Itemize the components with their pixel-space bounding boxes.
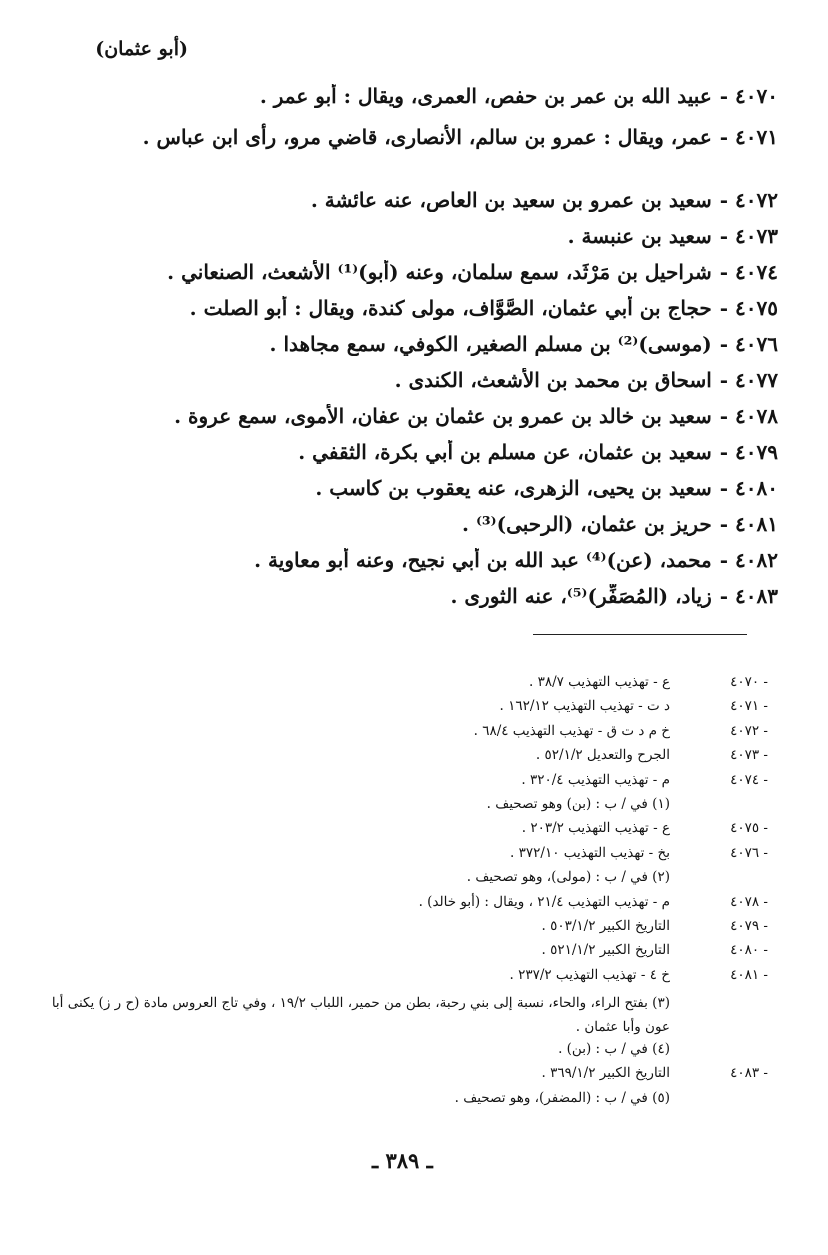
entry-4081 — [63, 512, 778, 548]
entry-number: ٤٠٨٣ - — [719, 584, 778, 608]
entry-text: سعيد بن خالد بن عمرو بن عثمان بن عفان، الأموى، سمع عروة . — [174, 404, 712, 428]
footnote-number: - ٤٠٧٤ — [730, 771, 768, 788]
footnote-text: بخ - تهذيب التهذيب ٣٧٢/١٠ . — [510, 844, 670, 861]
entry-text: محمد، (عن)⁽⁴⁾ عبد الله بن أبي نجيح، وعنه أبو معاوية . — [254, 548, 712, 572]
footnote-text: (١) في / ب : (بن) وهو تصحيف . — [486, 795, 670, 812]
entry-number: ٤٠٧٤ - — [719, 260, 778, 284]
page-number: ـ ٣٨٩ ـ — [372, 1148, 433, 1173]
entry-4072 — [63, 188, 778, 224]
entry-number: ٤٠٧٩ - — [719, 440, 778, 464]
footnote-line — [48, 723, 768, 747]
entry-4070 — [63, 84, 778, 120]
footnote-number: - ٤٠٧٨ — [730, 893, 768, 910]
entry-number: ٤٠٨١ - — [719, 512, 778, 536]
entry-number: ٤٠٧٥ - — [719, 296, 778, 320]
footnote-line — [48, 991, 768, 1041]
footnote-number: - ٤٠٧١ — [730, 698, 768, 715]
footnote-text: (٥) في / ب : (المضفر)، وهو تصحيف . — [454, 1089, 670, 1106]
footnotes — [48, 674, 768, 1114]
entry-number: ٤٠٧٦ - — [719, 332, 778, 356]
entry-number: ٤٠٧٨ - — [719, 404, 778, 428]
footnote-text: خ م د ت ق - تهذيب التهذيب ٦٨/٤ . — [473, 722, 670, 739]
footnote-line — [48, 1041, 768, 1065]
footnote-number: - ٤٠٧٩ — [730, 917, 768, 934]
entry-text: سعيد بن عنبسة . — [567, 224, 712, 248]
entry-text: شراحيل بن مَرْثَد، سمع سلمان، وعنه (أبو)⁽¹⁾ الأشعث، الصنعاني . — [167, 260, 712, 284]
entry-text: سعيد بن يحيى، الزهرى، عنه يعقوب بن كاسب . — [315, 476, 712, 500]
footnote-line — [48, 942, 768, 966]
entry-number: ٤٠٧١ - — [719, 125, 778, 149]
entry-text: (موسى)⁽²⁾ بن مسلم الصغير، الكوفي، سمع مجاهدا . — [269, 332, 712, 356]
footnote-line — [48, 1065, 768, 1089]
entry-text: عمر، ويقال : عمرو بن سالم، الأنصارى، قاضي مرو، رأى ابن عباس . — [142, 125, 712, 149]
entry-text: زياد، (المُصَفِّر)⁽⁵⁾، عنه الثورى . — [450, 584, 712, 608]
entry-number: ٤٠٨٠ - — [719, 476, 778, 500]
footnote-line — [48, 747, 768, 771]
footnote-text: (٣) بفتح الراء، والحاء، نسبة إلى بني رحبة، بطن من حمير، اللباب ١٩/٢ ، وفي تاج العروس مادة (ح ر ز) يكنى أبا عون وأبا عثمان . — [51, 995, 670, 1036]
entry-4083 — [63, 584, 778, 620]
footnote-line — [48, 772, 768, 796]
entry-text: سعيد بن عثمان، عن مسلم بن أبي بكرة، الثقفي . — [298, 440, 712, 464]
footnote-line — [48, 967, 768, 991]
footnote-line — [48, 1090, 768, 1114]
footnote-text: التاريخ الكبير ٣٦٩/١/٢ . — [541, 1065, 670, 1082]
footnote-text: الجرح والتعديل ٥٢/١/٢ . — [535, 747, 670, 764]
footnote-number: - ٤٠٨٠ — [730, 942, 768, 959]
entry-4080 — [63, 476, 778, 512]
footnote-text: م - تهذيب التهذيب ٢١/٤ ، ويقال : (أبو خالد) . — [418, 893, 670, 910]
footnote-line — [48, 698, 768, 722]
entry-4079 — [63, 440, 778, 476]
entry-4071 — [63, 120, 778, 188]
footnote-line — [48, 869, 768, 893]
footnote-text: التاريخ الكبير ٥٢١/١/٢ . — [541, 942, 670, 959]
footnote-divider — [533, 634, 747, 635]
entry-4075 — [63, 296, 778, 332]
entry-4076 — [63, 332, 778, 368]
running-header: (أبو عثمان) — [95, 38, 188, 60]
footnote-line — [48, 845, 768, 869]
entry-4082 — [63, 548, 778, 584]
footnote-text: ع - تهذيب التهذيب ٢٠٣/٢ . — [521, 820, 670, 837]
entry-4078 — [63, 404, 778, 440]
footnote-number: - ٤٠٧٢ — [730, 722, 768, 739]
footnote-line — [48, 820, 768, 844]
footnote-number: - ٤٠٧٣ — [730, 747, 768, 764]
footnote-text: م - تهذيب التهذيب ٣٢٠/٤ . — [521, 771, 670, 788]
footnote-text: (٤) في / ب : (بن) . — [558, 1041, 670, 1058]
footnote-number: - ٤٠٧٦ — [730, 844, 768, 861]
entry-4077 — [63, 368, 778, 404]
entry-text: حريز بن عثمان، (الرحبى)⁽³⁾ . — [462, 512, 712, 536]
footnote-number: - ٤٠٨٣ — [730, 1065, 768, 1082]
entry-text: اسحاق بن محمد بن الأشعث، الكندى . — [394, 368, 712, 392]
entry-4074 — [63, 260, 778, 296]
entry-text: عبيد الله بن عمر بن حفص، العمرى، ويقال : أبو عمر . — [259, 84, 712, 108]
footnote-text: التاريخ الكبير ٥٠٣/١/٢ . — [541, 917, 670, 934]
entry-number: ٤٠٧٧ - — [719, 368, 778, 392]
entry-number: ٤٠٧٣ - — [719, 224, 778, 248]
entry-text: حجاج بن أبي عثمان، الصَّوَّاف، مولى كندة، ويقال : أبو الصلت . — [189, 296, 712, 320]
footnote-number: - ٤٠٨١ — [730, 966, 768, 983]
entry-4073 — [63, 224, 778, 260]
footnote-text: د ت - تهذيب التهذيب ١٦٢/١٢ . — [499, 698, 670, 715]
footnote-line — [48, 918, 768, 942]
footnote-line — [48, 796, 768, 820]
entry-number: ٤٠٨٢ - — [719, 548, 778, 572]
entry-number: ٤٠٧٢ - — [719, 188, 778, 212]
footnote-text: ع - تهذيب التهذيب ٣٨/٧ . — [528, 674, 670, 690]
footnote-number: - ٤٠٧٥ — [730, 820, 768, 837]
footnote-number: - ٤٠٧٠ — [730, 674, 768, 690]
footnote-line — [48, 894, 768, 918]
footnote-text: خ ٤ - تهذيب التهذيب ٢٣٧/٢ . — [509, 966, 670, 983]
entry-number: ٤٠٧٠ - — [719, 84, 778, 108]
biography-entries — [63, 84, 778, 620]
entry-text: سعيد بن عمرو بن سعيد بن العاص، عنه عائشة . — [310, 188, 712, 212]
footnote-text: (٢) في / ب : (مولى)، وهو تصحيف . — [466, 869, 670, 886]
footnote-line — [48, 674, 768, 698]
